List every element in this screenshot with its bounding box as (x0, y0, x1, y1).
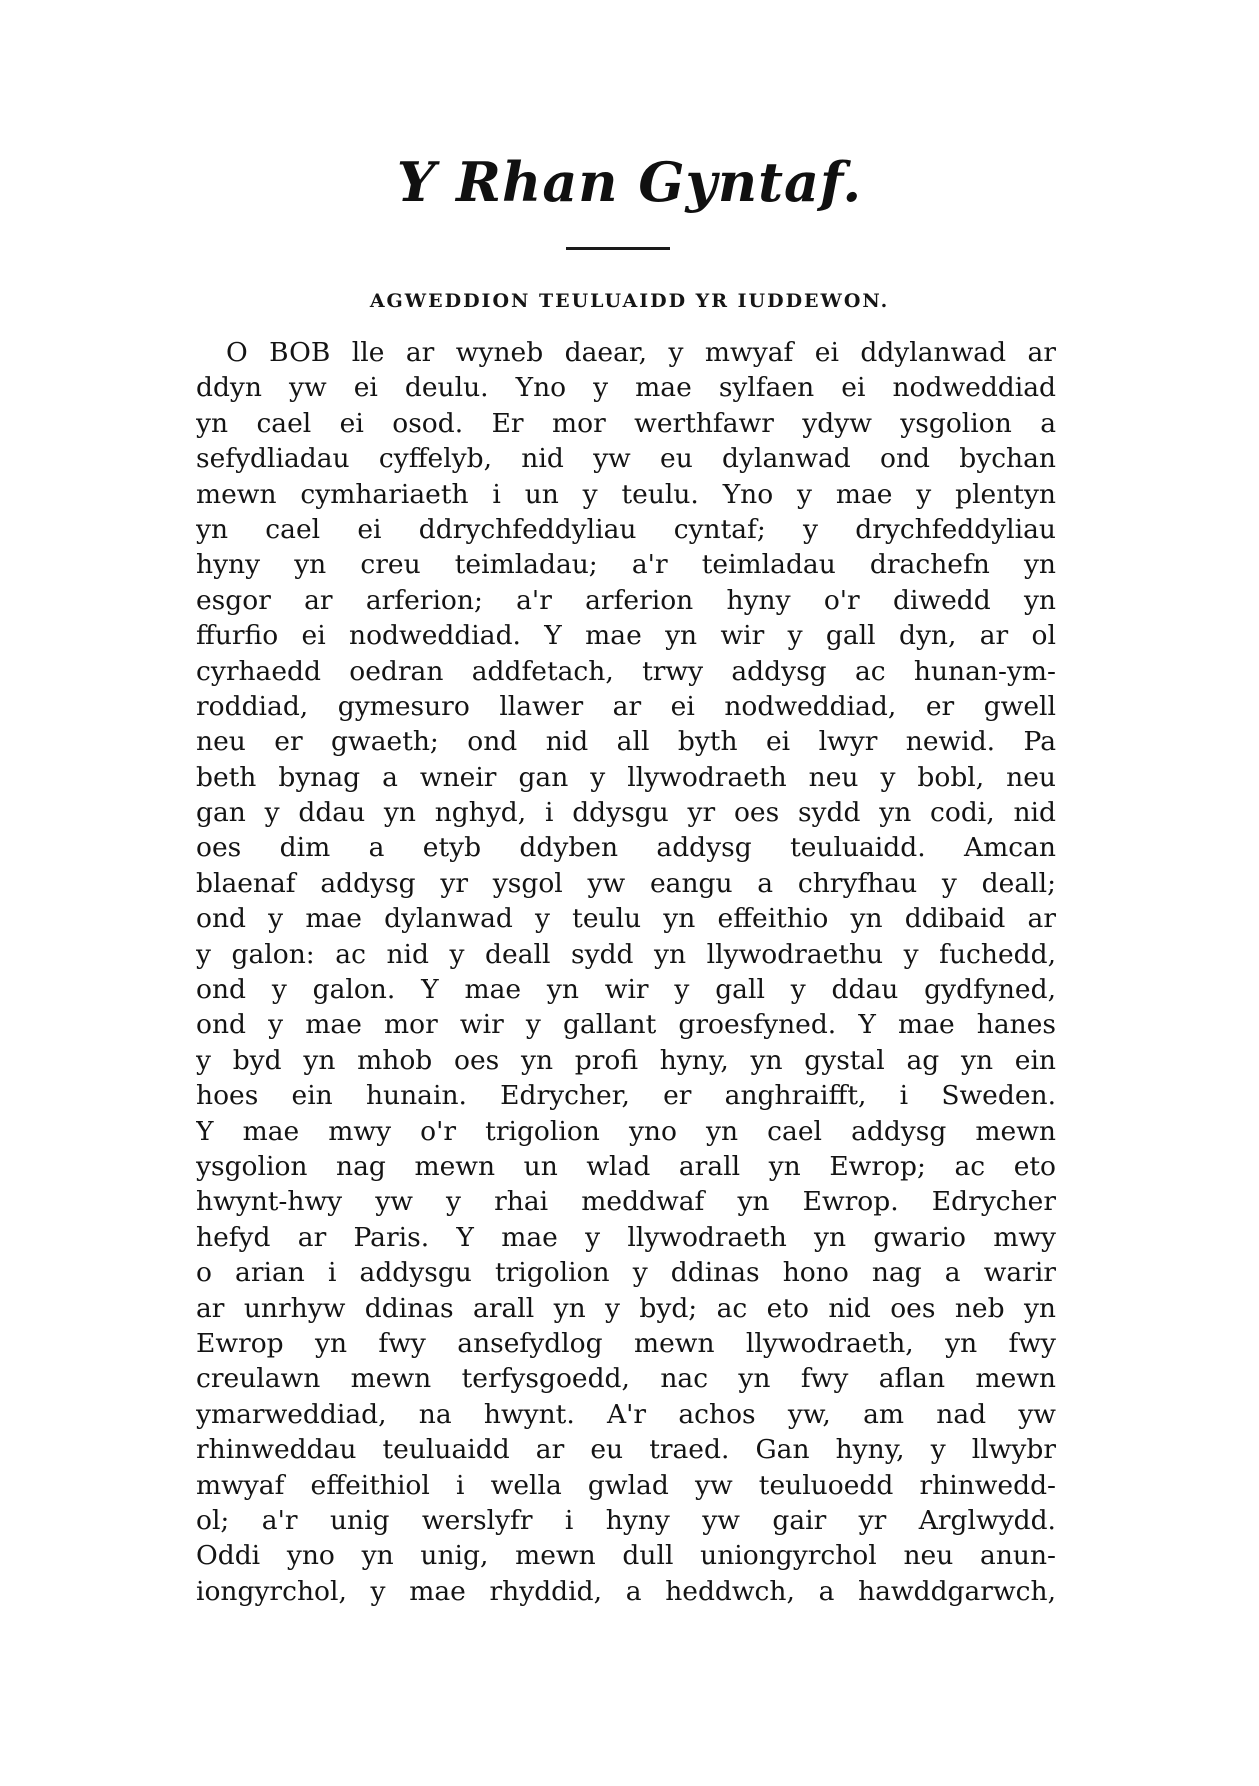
heading-rule (566, 247, 670, 250)
text-line: ar unrhyw ddinas arall yn y byd; ac eto nid oes neb yn (196, 1292, 1056, 1324)
text-line: ond y galon. Y mae yn wir y gall y ddau gydfyned, (196, 974, 1056, 1006)
text-line: ol; a'r unig werslyfr i hyny yw gair yr Arglwydd. (196, 1504, 1056, 1536)
text-line: roddiad, gymesuro llawer ar ei nodweddiad, er gwell (196, 690, 1056, 722)
text-line: ymarweddiad, na hwynt. A'r achos yw, am nad yw (196, 1398, 1056, 1430)
text-line: ond y mae mor wir y gallant groesfyned. Y mae hanes (196, 1009, 1056, 1041)
text-line: ffurfio ei nodweddiad. Y mae yn wir y gall dyn, ar ol (196, 620, 1056, 652)
text-line: gan y ddau yn nghyd, i ddysgu yr oes sydd yn codi, nid (196, 797, 1056, 829)
chapter-heading: Y Rhan Gyntaf. (396, 150, 863, 214)
text-line: hwynt-hwy yw y rhai meddwaf yn Ewrop. Edrycher (196, 1186, 1056, 1218)
text-line: yn cael ei osod. Er mor werthfawr ydyw ysgolion a (196, 407, 1056, 439)
body-paragraph (196, 335, 1056, 1609)
text-line: mwyaf effeithiol i wella gwlad yw teuluoedd rhinwedd- (196, 1469, 1056, 1501)
text-line: Ewrop yn fwy ansefydlog mewn llywodraeth, yn fwy (196, 1327, 1056, 1359)
text-line: blaenaf addysg yr ysgol yw eangu a chryfhau y deall; (196, 867, 1056, 899)
text-line: oes dim a etyb ddyben addysg teuluaidd. Amcan (196, 832, 1056, 864)
text-line: beth bynag a wneir gan y llywodraeth neu y bobl, neu (196, 761, 1056, 793)
text-line: cyrhaedd oedran addfetach, trwy addysg ac hunan-ym- (196, 655, 1056, 687)
text-line: esgor ar arferion; a'r arferion hyny o'r diwedd yn (196, 584, 1056, 616)
text-line: sefydliadau cyffelyb, nid yw eu dylanwad ond bychan (196, 443, 1056, 475)
text-line: ysgolion nag mewn un wlad arall yn Ewrop; ac eto (196, 1150, 1056, 1182)
text-line: Y mae mwy o'r trigolion yno yn cael addysg mewn (196, 1115, 1056, 1147)
text-line: O BOB lle ar wyneb daear, y mwyaf ei ddylanwad ar (226, 337, 1056, 368)
text-line: hefyd ar Paris. Y mae y llywodraeth yn gwario mwy (196, 1221, 1056, 1253)
text-line: mewn cymhariaeth i un y teulu. Yno y mae y plentyn (196, 478, 1056, 510)
text-line: y galon: ac nid y deall sydd yn llywodraethu y fuchedd, (196, 938, 1056, 970)
text-line: y byd yn mhob oes yn profi hyny, yn gystal ag yn ein (196, 1044, 1056, 1076)
text-line: hoes ein hunain. Edrycher, er anghraifft, i Sweden. (196, 1080, 1056, 1112)
text-line: creulawn mewn terfysgoedd, nac yn fwy aflan mewn (196, 1363, 1056, 1395)
text-line: neu er gwaeth; ond nid all byth ei lwyr newid. Pa (196, 726, 1056, 758)
text-line: ond y mae dylanwad y teulu yn effeithio yn ddibaid ar (196, 903, 1056, 935)
section-subheading: AGWEDDION TEULUAIDD YR IUDDEWON. (369, 290, 890, 312)
text-line: yn cael ei ddrychfeddyliau cyntaf; y drychfeddyliau (196, 513, 1056, 545)
text-line: rhinweddau teuluaidd ar eu traed. Gan hyny, y llwybr (196, 1434, 1056, 1466)
text-line: ddyn yw ei deulu. Yno y mae sylfaen ei nodweddiad (196, 372, 1056, 404)
text-line: Oddi yno yn unig, mewn dull uniongyrchol neu anun- (196, 1540, 1056, 1572)
text-line: iongyrchol, y mae rhyddid, a heddwch, a hawddgarwch, (196, 1575, 1056, 1607)
text-line: o arian i addysgu trigolion y ddinas hono nag a warir (196, 1257, 1056, 1289)
text-line: hyny yn creu teimladau; a'r teimladau drachefn yn (196, 549, 1056, 581)
